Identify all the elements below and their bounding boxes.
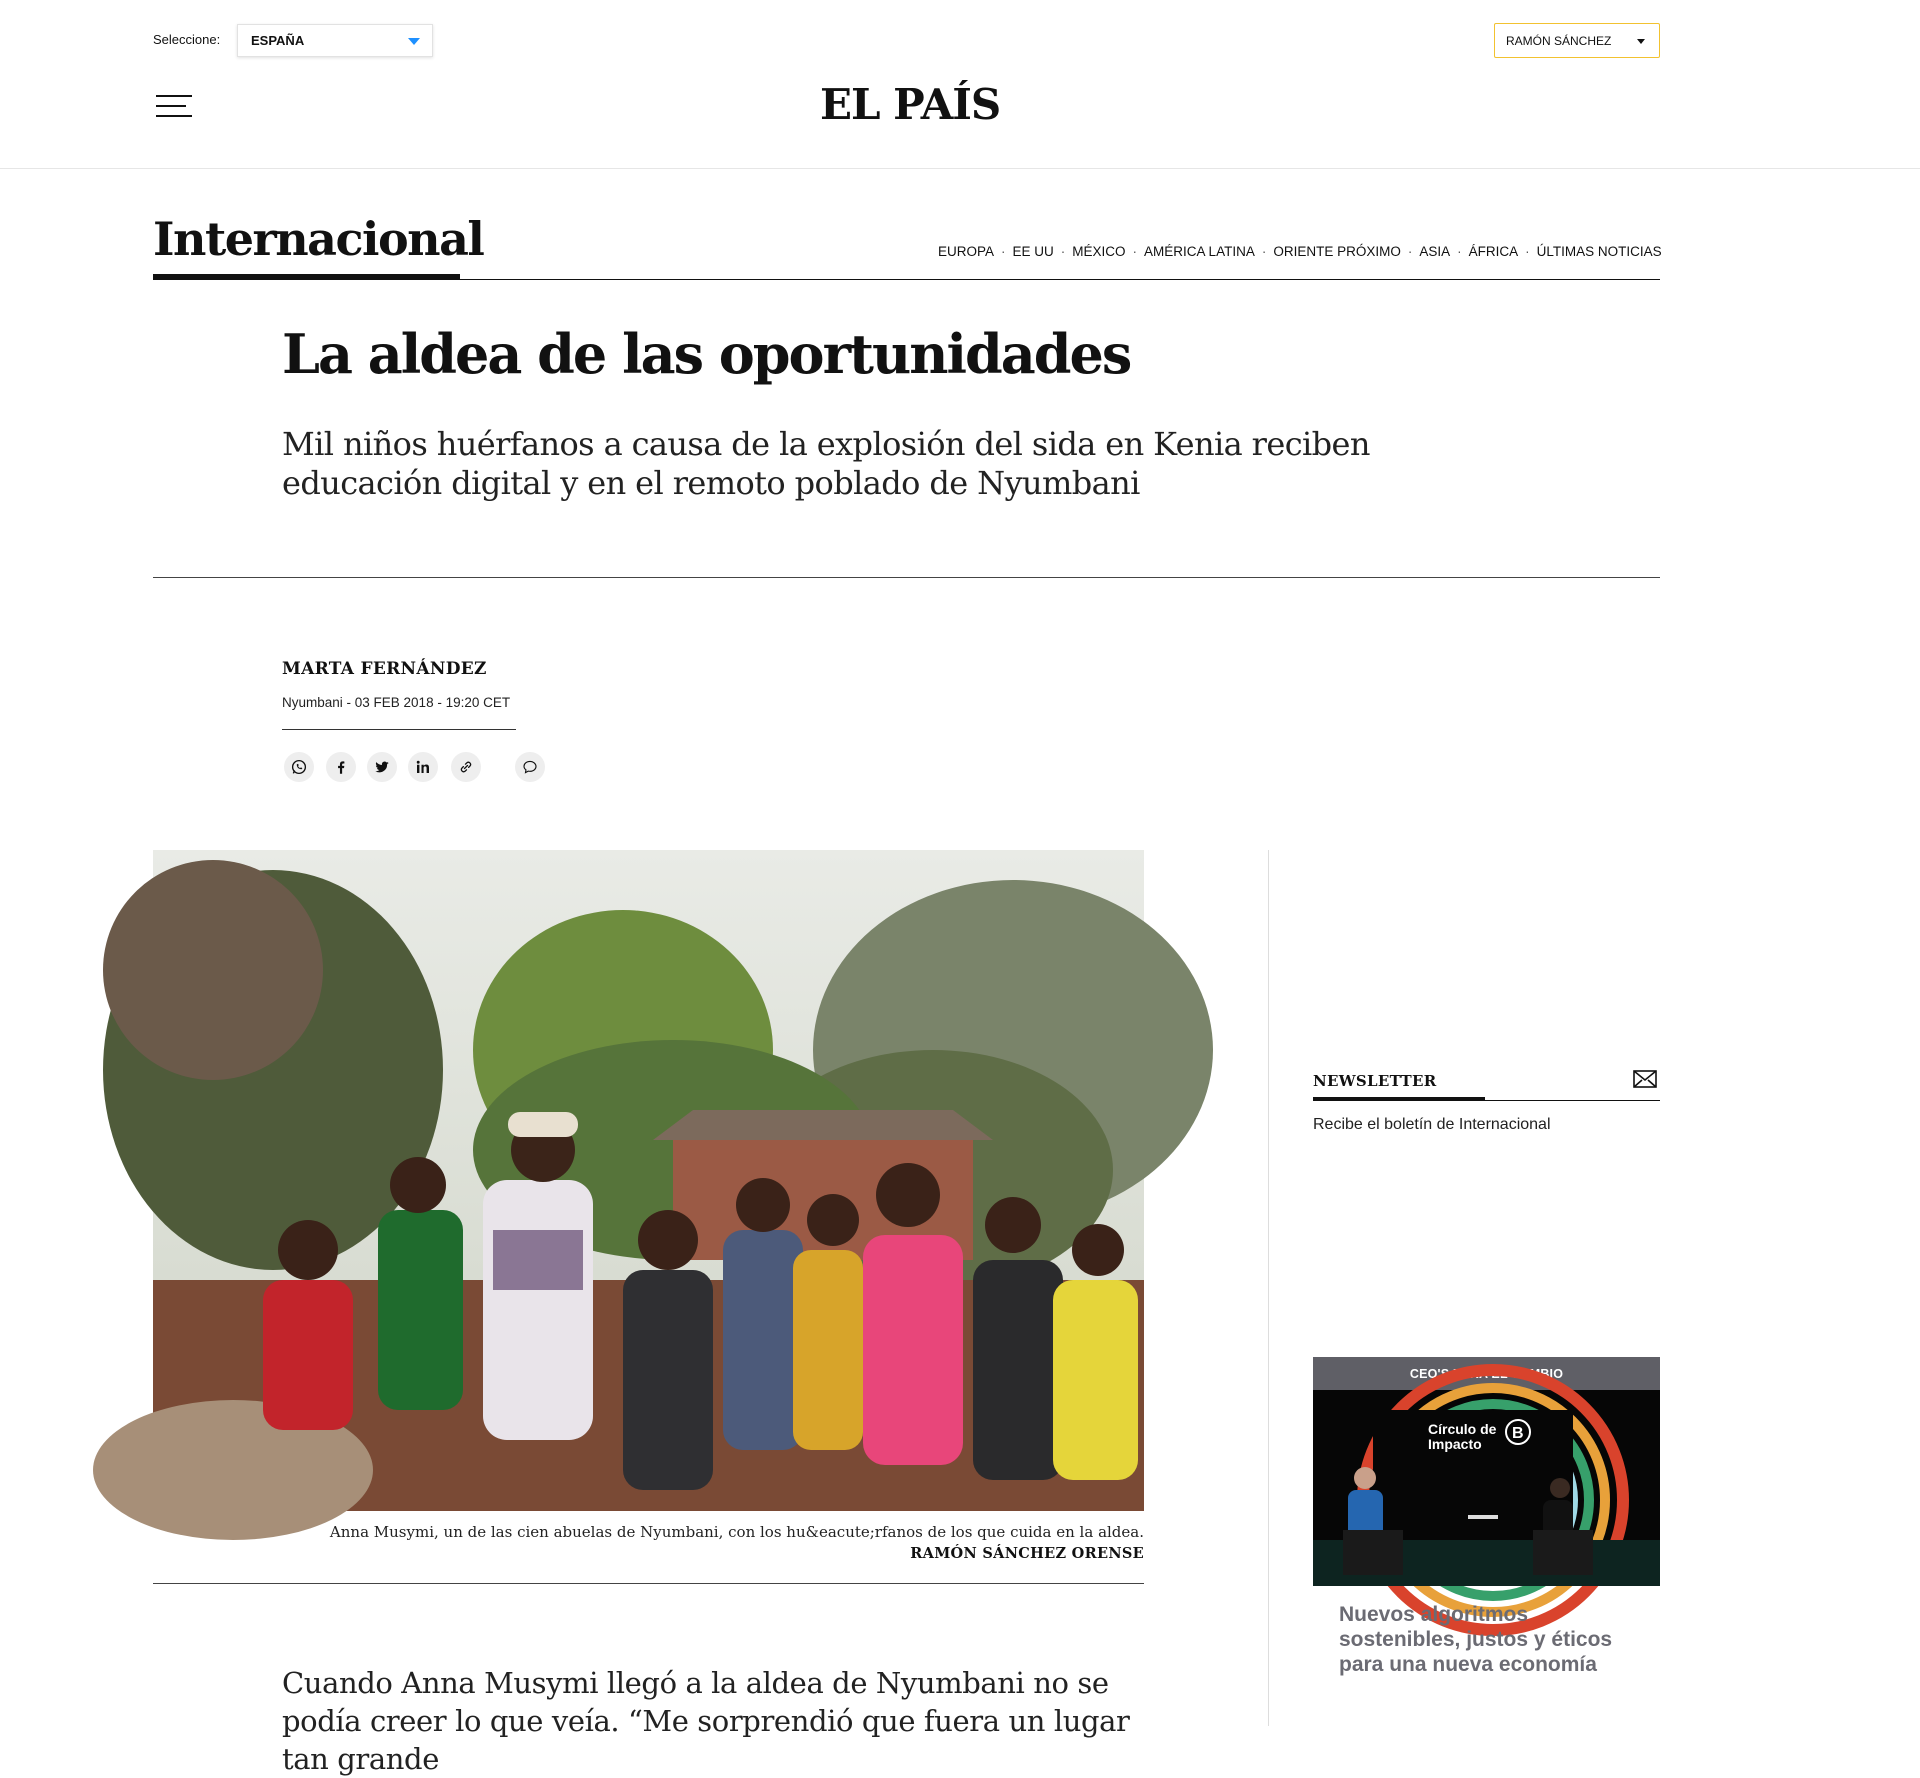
comment-icon <box>521 758 539 776</box>
site-logo[interactable]: EL PAÍS <box>820 80 1001 129</box>
linkedin-icon <box>414 758 432 776</box>
edition-select[interactable] <box>237 24 433 57</box>
nav-item-asia[interactable]: ASIA <box>1419 244 1451 259</box>
newsletter-title: NEWSLETTER <box>1313 1072 1437 1090</box>
user-name: RAMÓN SÁNCHEZ <box>1506 33 1612 48</box>
edition-label: Seleccione: <box>153 32 221 47</box>
user-menu-button[interactable] <box>1494 23 1660 58</box>
facebook-icon <box>332 758 350 776</box>
nav-item-africa[interactable]: ÁFRICA <box>1468 244 1519 259</box>
photo-credit: RAMÓN SÁNCHEZ ORENSE <box>910 1545 1144 1562</box>
newsletter-title-underline <box>1313 1097 1485 1101</box>
nav-item-ultimas-noticias[interactable]: ÚLTIMAS NOTICIAS <box>1536 244 1662 259</box>
section-title-underline <box>153 274 460 280</box>
twitter-share-button[interactable] <box>367 752 397 782</box>
section-title[interactable]: Internacional <box>153 212 484 266</box>
link-icon <box>457 758 475 776</box>
header-divider <box>0 168 1920 169</box>
promo-label: CEO'S PARA EL CAMBIO <box>1313 1357 1660 1391</box>
promo-image[interactable] <box>1313 1390 1660 1586</box>
photo-divider <box>153 1583 1144 1584</box>
whatsapp-share-button[interactable] <box>284 752 314 782</box>
comments-button[interactable] <box>515 752 545 782</box>
byline-divider <box>282 729 516 730</box>
dateline: Nyumbani - 03 FEB 2018 - 19:20 CET <box>282 695 511 710</box>
envelope-icon[interactable] <box>1633 1070 1657 1088</box>
headline-divider <box>153 577 1660 578</box>
sidebar-divider <box>1268 850 1269 1726</box>
article-subheadline: Mil niños huérfanos a causa de la explosión del sida en Kenia reciben educación digital y en el remoto poblado de Nyumbani <box>282 425 1370 502</box>
edition-value: ESPAÑA <box>251 33 305 48</box>
facebook-share-button[interactable] <box>326 752 356 782</box>
linkedin-share-button[interactable] <box>408 752 438 782</box>
promo-headline[interactable]: Nuevos algoritmos sostenibles, justos y éticos para una nueva economía <box>1339 1603 1613 1676</box>
article-headline: La aldea de las oportunidades <box>282 322 1131 386</box>
promo-logo-mark: B <box>1512 1425 1524 1442</box>
nav-item-mexico[interactable]: MÉXICO <box>1072 244 1126 259</box>
nav-item-oriente-proximo[interactable]: ORIENTE PRÓXIMO <box>1273 244 1401 259</box>
copy-link-button[interactable] <box>451 752 481 782</box>
twitter-icon <box>373 758 391 776</box>
hamburger-menu-icon[interactable] <box>156 95 192 117</box>
nav-item-europa[interactable]: EUROPA <box>938 244 995 259</box>
article-photo-illustration <box>153 850 1144 1511</box>
nav-item-america-latina[interactable]: AMÉRICA LATINA <box>1144 244 1255 259</box>
promo-logo-text: Círculo de Impacto <box>1428 1421 1497 1452</box>
whatsapp-icon <box>290 758 308 776</box>
photo-caption: Anna Musymi, un de las cien abuelas de Nyumbani, con los hu&eacute;rfanos de los que cuida en la aldea. <box>329 1523 1144 1541</box>
promo-illustration <box>1313 1390 1660 1586</box>
nav-item-eeuu[interactable]: EE UU <box>1012 244 1054 259</box>
article-photo[interactable] <box>153 850 1144 1511</box>
author-name[interactable]: MARTA FERNÁNDEZ <box>282 659 487 679</box>
chevron-down-icon <box>1637 39 1645 44</box>
article-body-paragraph: Cuando Anna Musymi llegó a la aldea de Nyumbani no se podía creer lo que veía. “Me sorprendió que fuera un lugar tan grande <box>282 1666 1130 1776</box>
newsletter-signup-link[interactable]: Recibe el boletín de Internacional <box>1313 1116 1551 1133</box>
chevron-down-icon <box>408 38 420 45</box>
section-nav: EUROPA · EE UU · MÉXICO · AMÉRICA LATINA · ORIENTE PRÓXIMO · ASIA · ÁFRICA · ÚLTIMAS NOTICIAS <box>938 244 1662 259</box>
